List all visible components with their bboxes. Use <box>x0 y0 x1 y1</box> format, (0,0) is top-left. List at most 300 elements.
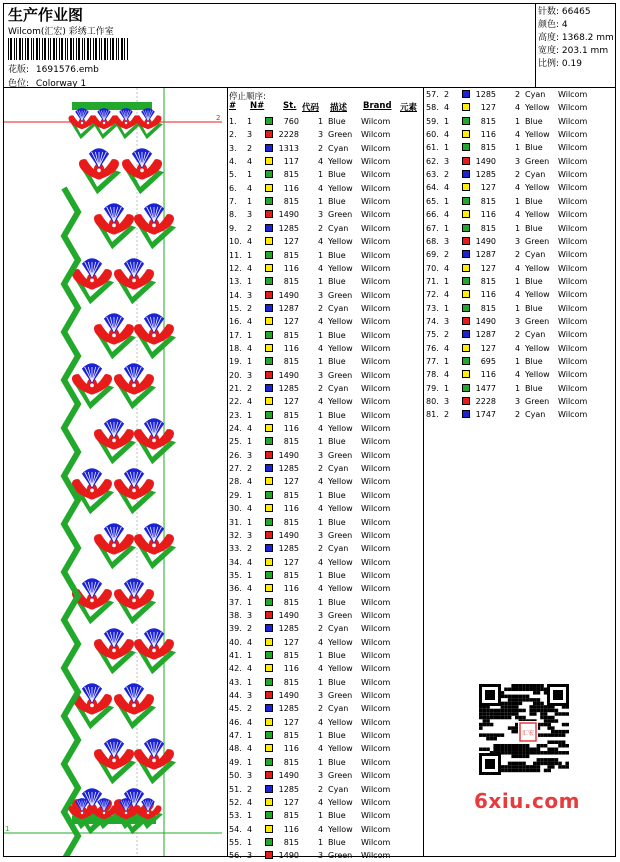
stop-row <box>426 342 616 355</box>
stitch-count: 1 <box>515 116 521 126</box>
color-swatch <box>265 291 273 299</box>
color-swatch <box>265 704 273 712</box>
thread-code: 1285 <box>278 384 299 393</box>
color-swatch <box>265 437 273 445</box>
needle-number: 1 <box>247 250 253 260</box>
color-swatch <box>265 477 273 485</box>
thread-brand: Wilcom <box>361 517 391 527</box>
stitch-count: 4 <box>318 317 324 327</box>
needle-number: 2 <box>247 464 253 474</box>
color-description: Yellow <box>328 263 353 273</box>
thread-brand: Wilcom <box>361 757 391 767</box>
stitch-count: 4 <box>318 664 324 674</box>
thread-brand: Wilcom <box>361 197 391 207</box>
color-description: Green <box>525 236 550 246</box>
color-swatch <box>265 197 273 205</box>
thread-code: 1490 <box>278 851 299 861</box>
color-swatch <box>265 130 273 138</box>
needle-number: 1 <box>247 837 253 847</box>
thread-brand: Wilcom <box>361 731 391 741</box>
needle-number: 3 <box>247 290 253 300</box>
color-swatch <box>265 744 273 752</box>
color-description: Cyan <box>328 704 349 714</box>
stop-number: 21. <box>229 384 242 393</box>
thread-code: 1285 <box>278 464 299 474</box>
color-description: Cyan <box>525 90 546 99</box>
thread-brand: Wilcom <box>361 651 391 660</box>
needle-number: 1 <box>247 170 253 180</box>
stop-number: 23. <box>229 410 242 420</box>
color-description: Yellow <box>328 237 353 247</box>
thread-brand: Wilcom <box>361 384 391 393</box>
needle-number: 3 <box>247 130 253 140</box>
stop-row <box>229 676 419 689</box>
thread-code: 127 <box>283 317 299 327</box>
needle-number: 1 <box>444 143 450 153</box>
stop-row <box>229 115 419 128</box>
thread-code: 1490 <box>278 370 299 380</box>
needle-number: 1 <box>247 357 253 367</box>
color-description: Yellow <box>328 157 353 167</box>
color-swatch <box>265 411 273 419</box>
embroidery-preview <box>4 88 227 856</box>
stitch-count: 1 <box>318 811 324 821</box>
stitch-count: 3 <box>318 851 324 861</box>
stop-row <box>229 516 419 529</box>
thread-code: 1490 <box>278 290 299 300</box>
color-description: Blue <box>525 383 543 393</box>
stop-number: 77. <box>426 357 439 366</box>
stop-row <box>229 489 419 502</box>
stop-number: 71. <box>426 276 439 286</box>
stop-number: 33. <box>229 544 242 554</box>
needle-number: 4 <box>247 797 253 807</box>
thread-brand: Wilcom <box>361 437 391 447</box>
needle-number: 3 <box>247 851 253 861</box>
col-header-desc: 描述 <box>330 103 348 113</box>
stop-number: 24. <box>229 424 242 434</box>
stop-row <box>229 395 419 408</box>
stop-row <box>229 329 419 342</box>
stop-number: 4. <box>229 157 237 167</box>
color-description: Yellow <box>525 290 550 300</box>
stitch-count: 1 <box>515 143 521 153</box>
thread-code: 1285 <box>278 784 299 794</box>
color-swatch <box>265 624 273 632</box>
stitch-count: 2 <box>318 544 324 554</box>
table-column-divider <box>423 87 424 857</box>
stitch-count: 4 <box>318 157 324 167</box>
needle-number: 2 <box>444 250 450 260</box>
stitch-count: 3 <box>318 530 324 540</box>
color-description: Blue <box>328 277 346 287</box>
thread-code: 1287 <box>475 330 496 340</box>
stop-row <box>229 542 419 555</box>
stop-row <box>426 181 616 194</box>
stop-row <box>229 195 419 208</box>
thread-brand: Wilcom <box>361 303 391 313</box>
needle-number: 2 <box>444 170 450 180</box>
color-swatch <box>265 691 273 699</box>
stitch-count: 3 <box>318 370 324 380</box>
stop-row <box>229 369 419 382</box>
thread-code: 127 <box>480 263 496 273</box>
thread-code: 127 <box>480 183 496 193</box>
thread-brand: Wilcom <box>361 544 391 554</box>
color-description: Cyan <box>328 544 349 554</box>
color-swatch <box>265 825 273 833</box>
color-swatch <box>265 184 273 192</box>
needle-number: 4 <box>247 664 253 674</box>
thread-brand: Wilcom <box>558 343 588 353</box>
stop-number: 66. <box>426 210 439 220</box>
stop-number: 67. <box>426 223 439 233</box>
stop-row <box>426 195 616 208</box>
thread-brand: Wilcom <box>361 784 391 794</box>
stitch-count: 2 <box>515 330 521 340</box>
color-swatch <box>462 410 470 418</box>
color-swatch <box>462 157 470 165</box>
stitch-count: 4 <box>318 397 324 407</box>
thread-brand: Wilcom <box>361 170 391 180</box>
color-swatch <box>462 290 470 298</box>
needle-number: 1 <box>247 597 253 607</box>
stop-number: 60. <box>426 130 439 140</box>
needle-number: 1 <box>444 196 450 206</box>
stitch-count: 2 <box>318 624 324 634</box>
col-header-brand: Brand <box>363 101 392 111</box>
thread-brand: Wilcom <box>361 397 391 407</box>
stitch-count: 1 <box>318 837 324 847</box>
needle-number: 4 <box>247 343 253 353</box>
color-description: Blue <box>525 276 543 286</box>
stop-number: 50. <box>229 771 242 781</box>
stop-row <box>426 248 616 261</box>
stop-row <box>229 502 419 515</box>
color-swatch <box>265 611 273 619</box>
stitch-count: 3 <box>318 130 324 140</box>
thread-brand: Wilcom <box>558 196 588 206</box>
stop-row <box>229 462 419 475</box>
height-value: 1368.2 mm <box>561 33 614 43</box>
color-description: Yellow <box>525 103 550 113</box>
thread-code: 116 <box>283 824 299 834</box>
stop-row <box>229 382 419 395</box>
thread-brand: Wilcom <box>558 210 588 220</box>
thread-brand: Wilcom <box>558 383 588 393</box>
color-swatch <box>265 317 273 325</box>
stitch-count: 1 <box>318 731 324 741</box>
thread-code: 1287 <box>278 303 299 313</box>
color-description: Cyan <box>525 410 546 420</box>
stop-number: 27. <box>229 464 242 474</box>
thread-code: 815 <box>283 517 299 527</box>
thread-brand: Wilcom <box>361 130 391 140</box>
stitch-count: 3 <box>318 210 324 220</box>
col-header-needle: N# <box>250 101 265 111</box>
thread-code: 1490 <box>475 156 496 166</box>
color-swatch <box>462 197 470 205</box>
needle-number: 2 <box>444 410 450 420</box>
thread-brand: Wilcom <box>361 664 391 674</box>
needle-number: 3 <box>444 397 450 407</box>
color-swatch <box>265 210 273 218</box>
stop-row <box>229 809 419 822</box>
stop-row <box>229 435 419 448</box>
stitch-count: 1 <box>318 250 324 260</box>
color-swatch <box>265 544 273 552</box>
color-description: Blue <box>328 437 346 447</box>
needle-number: 3 <box>247 691 253 701</box>
stop-number: 70. <box>426 263 439 273</box>
stitch-count: 2 <box>318 784 324 794</box>
stop-number: 62. <box>426 156 439 166</box>
color-swatch <box>462 304 470 312</box>
needle-number: 4 <box>247 424 253 434</box>
color-swatch <box>265 504 273 512</box>
needle-number: 1 <box>444 383 450 393</box>
color-description: Green <box>328 610 353 620</box>
thread-code: 1490 <box>475 316 496 326</box>
stitch-count: 4 <box>318 797 324 807</box>
needle-number: 4 <box>247 717 253 727</box>
needle-number: 3 <box>247 530 253 540</box>
thread-code: 1285 <box>475 90 496 99</box>
stop-number: 15. <box>229 303 242 313</box>
thread-brand: Wilcom <box>558 316 588 326</box>
color-description: Green <box>328 771 353 781</box>
stop-number: 13. <box>229 277 242 287</box>
stop-number: 31. <box>229 517 242 527</box>
stitch-count: 4 <box>318 637 324 647</box>
color-swatch <box>265 718 273 726</box>
color-swatch <box>462 210 470 218</box>
stitch-count: 1 <box>318 570 324 580</box>
thread-brand: Wilcom <box>361 357 391 367</box>
stop-row <box>229 449 419 462</box>
stop-row <box>229 262 419 275</box>
thread-brand: Wilcom <box>361 624 391 634</box>
needle-number: 1 <box>444 276 450 286</box>
thread-brand: Wilcom <box>558 303 588 313</box>
needle-number: 4 <box>247 397 253 407</box>
color-swatch <box>462 250 470 258</box>
color-swatch <box>265 771 273 779</box>
thread-code: 1490 <box>278 210 299 220</box>
color-description: Cyan <box>328 223 349 233</box>
watermark-logo: 6xiu.com <box>474 789 580 813</box>
needle-number: 4 <box>247 477 253 487</box>
stop-row <box>229 529 419 542</box>
color-swatch <box>462 357 470 365</box>
color-swatch <box>462 170 470 178</box>
color-description: Yellow <box>328 717 353 727</box>
needle-number: 4 <box>247 183 253 193</box>
thread-brand: Wilcom <box>558 170 588 180</box>
stitch-count: 1 <box>318 437 324 447</box>
color-swatch <box>265 518 273 526</box>
color-swatch <box>265 117 273 125</box>
color-description: Yellow <box>328 664 353 674</box>
needle-number: 4 <box>247 584 253 594</box>
stop-number: 11. <box>229 250 242 260</box>
needle-number: 4 <box>444 103 450 113</box>
stop-number: 12. <box>229 263 242 273</box>
needle-number: 3 <box>444 156 450 166</box>
stop-number: 34. <box>229 557 242 567</box>
stop-number: 40. <box>229 637 242 647</box>
stitch-count: 4 <box>515 290 521 300</box>
stop-number: 64. <box>426 183 439 193</box>
color-swatch <box>265 237 273 245</box>
color-swatch <box>265 344 273 352</box>
color-description: Blue <box>328 651 346 660</box>
color-swatch <box>265 811 273 819</box>
stop-number: 79. <box>426 383 439 393</box>
thread-code: 815 <box>480 196 496 206</box>
frame-marker: 2 <box>216 114 221 122</box>
stop-row <box>426 222 616 235</box>
col-header-stop: # <box>229 101 237 111</box>
stop-number: 81. <box>426 410 439 420</box>
needle-number: 3 <box>444 236 450 246</box>
stop-number: 19. <box>229 357 242 367</box>
thread-brand: Wilcom <box>361 717 391 727</box>
color-description: Yellow <box>328 504 353 514</box>
thread-code: 760 <box>283 117 299 126</box>
stop-row <box>229 556 419 569</box>
color-description: Blue <box>328 570 346 580</box>
thread-code: 116 <box>480 290 496 300</box>
stop-row <box>229 222 419 235</box>
thread-code: 127 <box>283 397 299 407</box>
color-swatch <box>462 370 470 378</box>
color-description: Cyan <box>328 464 349 474</box>
needle-number: 1 <box>247 410 253 420</box>
stitch-count: 1 <box>515 383 521 393</box>
needle-number: 1 <box>247 437 253 447</box>
color-swatch <box>462 143 470 151</box>
stop-number: 44. <box>229 691 242 701</box>
stop-number: 9. <box>229 223 237 233</box>
stop-number: 43. <box>229 677 242 687</box>
stitch-count: 1 <box>318 757 324 767</box>
color-swatch <box>265 357 273 365</box>
thread-brand: Wilcom <box>361 530 391 540</box>
color-description: Blue <box>328 837 346 847</box>
stop-number: 2. <box>229 130 237 140</box>
thread-brand: Wilcom <box>361 744 391 754</box>
needle-number: 4 <box>247 263 253 273</box>
thread-brand: Wilcom <box>558 410 588 420</box>
stop-row <box>426 88 616 101</box>
thread-brand: Wilcom <box>558 370 588 380</box>
stop-row <box>229 849 419 862</box>
col-header-element: 元素 <box>400 103 418 113</box>
needle-number: 1 <box>247 677 253 687</box>
color-description: Yellow <box>525 370 550 380</box>
stop-number: 28. <box>229 477 242 487</box>
stop-row <box>426 128 616 141</box>
thread-code: 815 <box>283 757 299 767</box>
color-description: Blue <box>328 330 346 340</box>
thread-brand: Wilcom <box>361 797 391 807</box>
color-description: Cyan <box>525 170 546 180</box>
thread-code: 815 <box>283 811 299 821</box>
svg-text:1: 1 <box>5 825 10 833</box>
thread-brand: Wilcom <box>361 490 391 500</box>
thread-brand: Wilcom <box>361 250 391 260</box>
thread-code: 815 <box>283 490 299 500</box>
stop-number: 46. <box>229 717 242 727</box>
needle-number: 4 <box>444 263 450 273</box>
needle-number: 4 <box>247 557 253 567</box>
thread-code: 815 <box>283 837 299 847</box>
color-description: Green <box>525 316 550 326</box>
stop-row <box>229 609 419 622</box>
thread-code: 815 <box>283 731 299 741</box>
color-swatch <box>265 491 273 499</box>
stitch-count: 4 <box>318 237 324 247</box>
color-swatch <box>265 571 273 579</box>
stop-number: 73. <box>426 303 439 313</box>
color-description: Yellow <box>525 343 550 353</box>
stitch-count: 2 <box>515 250 521 260</box>
color-swatch <box>462 224 470 232</box>
thread-brand: Wilcom <box>361 477 391 487</box>
thread-brand: Wilcom <box>361 343 391 353</box>
stitch-count: 2 <box>515 90 521 99</box>
thread-code: 815 <box>480 303 496 313</box>
color-swatch <box>462 117 470 125</box>
stitch-count: 1 <box>515 196 521 206</box>
color-description: Green <box>328 851 353 861</box>
thread-code: 1285 <box>278 704 299 714</box>
stitch-count: 3 <box>318 691 324 701</box>
thread-brand: Wilcom <box>361 851 391 861</box>
stitch-count: 4 <box>318 557 324 567</box>
thread-code: 127 <box>480 103 496 113</box>
color-description: Yellow <box>525 263 550 273</box>
color-description: Blue <box>328 490 346 500</box>
color-swatch <box>265 785 273 793</box>
stitch-count: 3 <box>515 316 521 326</box>
height-label: 高度: <box>538 33 560 43</box>
color-swatch <box>265 397 273 405</box>
stop-number: 17. <box>229 330 242 340</box>
thread-code: 815 <box>480 116 496 126</box>
color-swatch <box>265 838 273 846</box>
color-swatch <box>265 731 273 739</box>
stop-row <box>229 729 419 742</box>
color-description: Blue <box>328 517 346 527</box>
color-description: Yellow <box>328 557 353 567</box>
stitch-count: 4 <box>318 477 324 487</box>
color-swatch <box>265 638 273 646</box>
thread-code: 116 <box>283 183 299 193</box>
stop-number: 49. <box>229 757 242 767</box>
thread-code: 117 <box>283 157 299 167</box>
stop-row <box>229 836 419 849</box>
color-swatch <box>265 584 273 592</box>
color-swatch <box>265 464 273 472</box>
thread-code: 116 <box>283 584 299 594</box>
color-description: Green <box>328 530 353 540</box>
stop-row <box>426 328 616 341</box>
stitch-count: 4 <box>515 370 521 380</box>
stitches-label: 针数: <box>538 7 560 17</box>
needle-number: 1 <box>247 757 253 767</box>
